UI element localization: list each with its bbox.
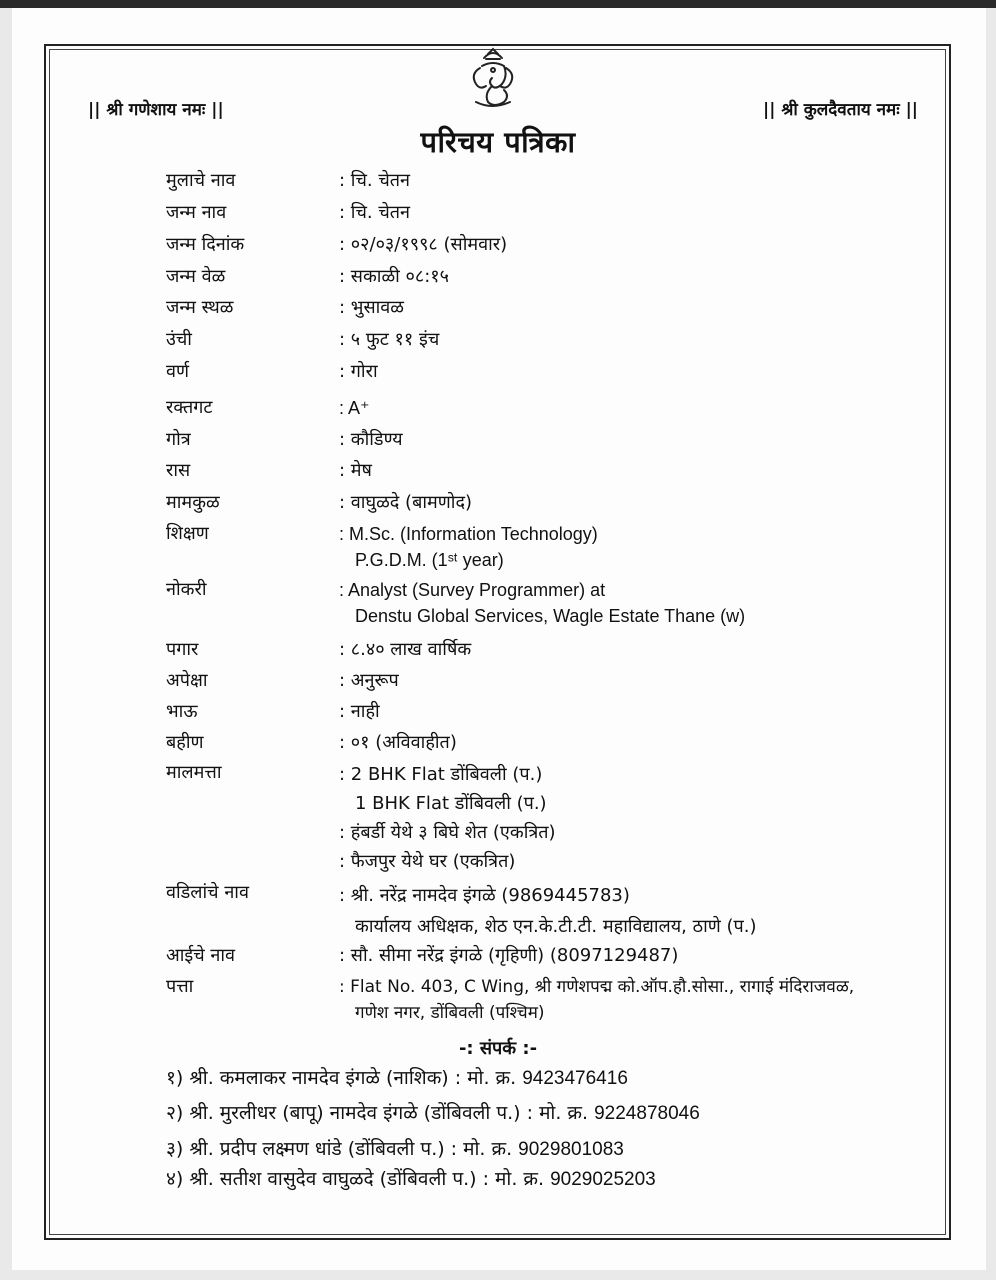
contact-item: १) श्री. कमलाकर नामदेव इंगळे (नाशिक) : मो. क्र. 9423476416 <box>166 1067 628 1089</box>
detail-label: रास <box>166 460 191 481</box>
detail-value: : ०२/०३/१९९८ (सोमवार) <box>339 234 508 255</box>
detail-label: शिक्षण <box>166 523 209 544</box>
detail-value: : सकाळी ०८:१५ <box>339 266 450 287</box>
detail-value: : कौडिण्य <box>339 429 403 450</box>
phone-number: 9224878046 <box>594 1103 700 1124</box>
detail-label: अपेक्षा <box>166 670 208 691</box>
contact-item: २) श्री. मुरलीधर (बापू) नामदेव इंगळे (डोंबिवली प.) : मो. क्र. 9224878046 <box>166 1102 700 1124</box>
detail-label: बहीण <box>166 732 204 753</box>
detail-label: नोकरी <box>166 579 207 600</box>
detail-value: : Analyst (Survey Programmer) at Denstu Global Services, Wagle Estate Thane (w) <box>339 580 746 626</box>
detail-value: : Flat No. 403, C Wing, श्री गणेशपद्म को.ऑप.हौ.सोसा., रागाई मंदिराजवळ, गणेश नगर, डोंबिवली (पश्चिम) <box>339 977 855 1023</box>
detail-label: पत्ता <box>166 976 194 997</box>
detail-label: मामकुळ <box>166 492 220 513</box>
invocation-left: || श्री गणेशाय नमः || <box>88 100 224 120</box>
detail-value: : 2 BHK Flat डोंबिवली (प.) 1 BHK Flat डोंबिवली (प.) : हंबर्डी येथे ३ बिघे शेत (एकत्रित) : फैजपुर येथे घर (एकत्रित) <box>339 764 556 872</box>
detail-value: : श्री. नरेंद्र नामदेव इंगळे (9869445783) कार्यालय अधिक्षक, शेठ एन.के.टी.टी. महाविद्यालय, ठाणे (प.) <box>339 885 757 937</box>
ganesha-icon <box>462 46 524 110</box>
phone-number: 9423476416 <box>522 1068 628 1089</box>
window-top-edge <box>0 0 996 8</box>
detail-label: भाऊ <box>166 701 198 722</box>
detail-label: पगार <box>166 639 199 660</box>
detail-label: उंची <box>166 329 192 350</box>
detail-label: जन्म दिनांक <box>166 234 245 255</box>
detail-value: : गोरा <box>339 361 378 382</box>
detail-value: : चि. चेतन <box>339 202 411 223</box>
detail-value: : वाघुळदे (बामणोद) <box>339 492 473 513</box>
detail-value: : A⁺ <box>339 398 370 418</box>
detail-label: मालमत्ता <box>166 762 222 783</box>
detail-label: वर्ण <box>166 361 190 382</box>
detail-label: जन्म नाव <box>166 202 227 223</box>
detail-value: : सौ. सीमा नरेंद्र इंगळे (गृहिणी) (8097129487) <box>339 945 679 966</box>
detail-value: : ८.४० लाख वार्षिक <box>339 639 472 660</box>
detail-label: वडिलांचे नाव <box>166 882 249 903</box>
detail-value: : नाही <box>339 701 380 722</box>
detail-value: : ५ फुट ११ इंच <box>339 329 440 350</box>
contact-item: ३) श्री. प्रदीप लक्ष्मण धांडे (डोंबिवली प.) : मो. क्र. 9029801083 <box>166 1138 624 1160</box>
detail-value: : भुसावळ <box>339 297 404 318</box>
detail-value: : अनुरूप <box>339 670 399 691</box>
phone-number: 9029801083 <box>518 1139 624 1160</box>
detail-label: रक्तगट <box>166 397 213 418</box>
detail-value: : चि. चेतन <box>339 170 411 191</box>
detail-label: मुलाचे नाव <box>166 170 236 191</box>
detail-label: जन्म वेळ <box>166 266 226 287</box>
detail-label: गोत्र <box>166 429 191 450</box>
contact-heading: -: संपर्क :- <box>458 1038 538 1059</box>
detail-label: जन्म स्थळ <box>166 297 234 318</box>
invocation-right: || श्री कुलदैवताय नमः || <box>763 100 918 120</box>
contact-item: ४) श्री. सतीश वासुदेव वाघुळदे (डोंबिवली प.) : मो. क्र. 9029025203 <box>166 1168 656 1190</box>
phone-number: 9029025203 <box>550 1169 656 1190</box>
detail-value: : मेष <box>339 460 372 481</box>
detail-value: : M.Sc. (Information Technology) P.G.D.M. (1ˢᵗ year) <box>339 524 598 570</box>
page-title: परिचय पत्रिका <box>420 125 576 159</box>
detail-label: आईचे नाव <box>166 945 236 966</box>
detail-value: : ०१ (अविवाहीत) <box>339 732 457 753</box>
